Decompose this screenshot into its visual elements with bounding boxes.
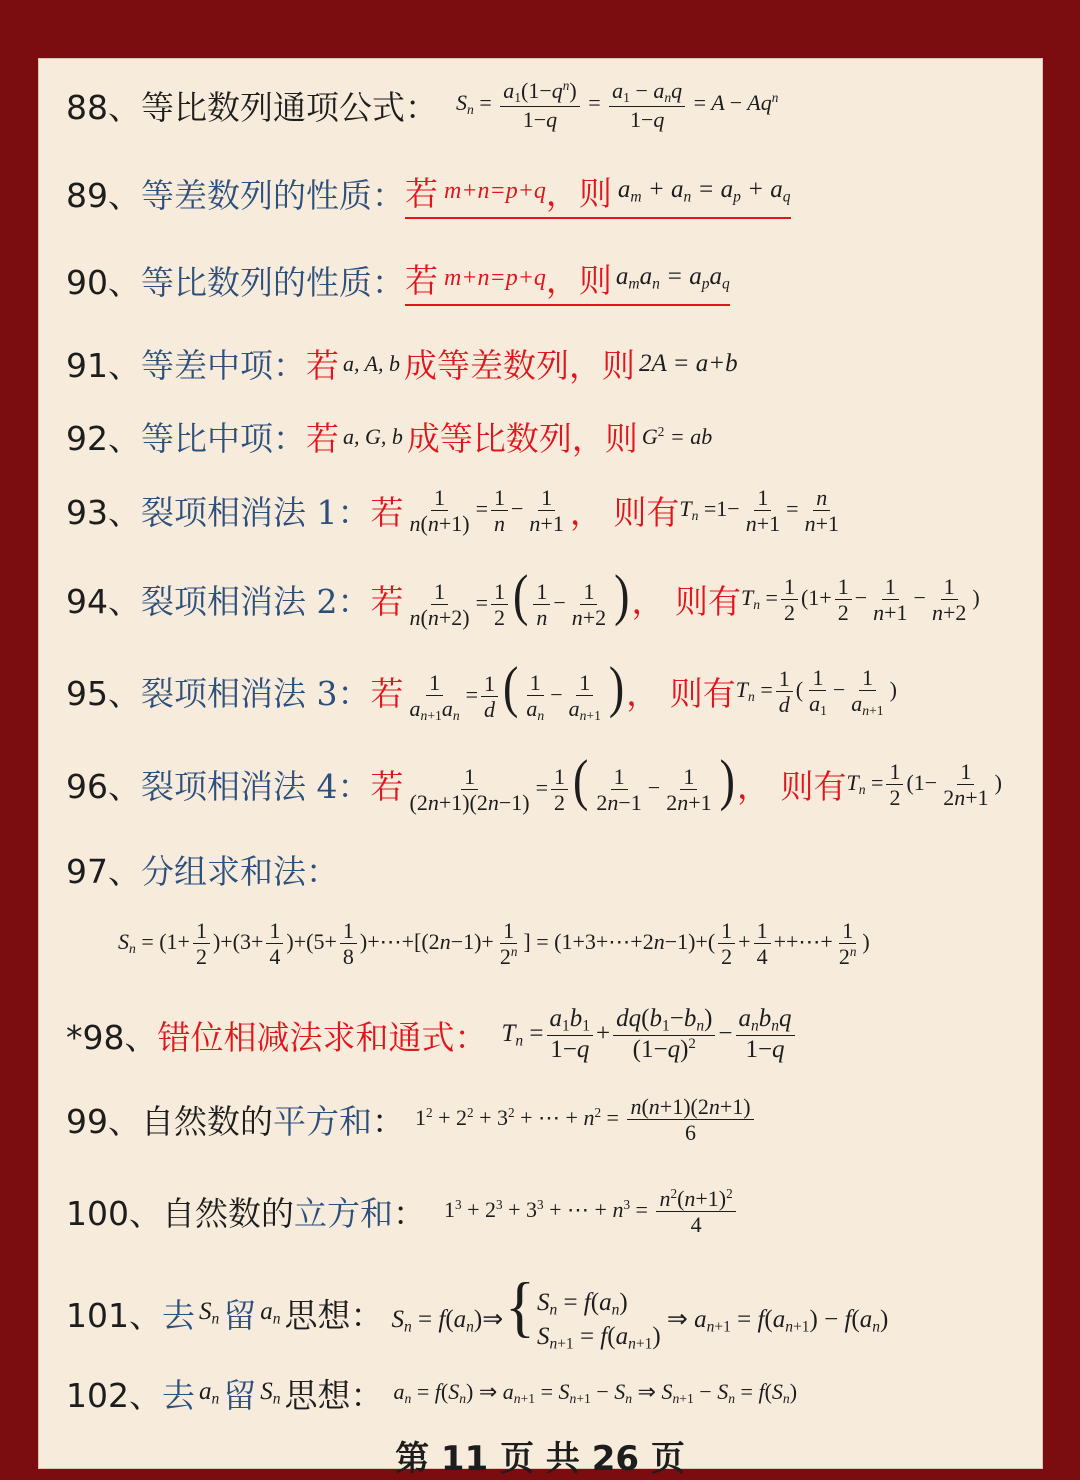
- title-symbol-s: $S_n$: [260, 1378, 281, 1408]
- item-title: 错位相减法求和通式：: [157, 1017, 488, 1057]
- item-number: 101、: [66, 1296, 162, 1336]
- formula-91: [66, 340, 738, 387]
- group-sum-formula: $S_n = (1+$ $\frac{1}{2}$ )+(3+ $\frac{1}{4}$ )+(5+ $\frac{1}{8}$ )+⋯+[(2n−1)+ $\frac{1}{2^n}$ ] = (1+3+⋯+2n−1)+( $\frac{1}{2}$ + $\frac{1}{4}$ ++⋯+ $\frac{1}{2^n}$ ): [118, 918, 870, 970]
- page-footer: 第 11 页 共 26 页: [395, 1439, 685, 1479]
- result-rest: = ab: [664, 423, 713, 449]
- title-symbol-a: $a_n$: [199, 1378, 220, 1408]
- condition: m+n=p+q: [444, 265, 546, 291]
- item-number: 102、: [66, 1376, 162, 1415]
- then-word: ， 则有: [736, 766, 847, 806]
- item-number: 92、: [66, 419, 141, 458]
- formula-97-heading: [66, 846, 339, 893]
- variables: a, G, b: [343, 423, 403, 449]
- then-word: ， 则有: [569, 493, 680, 533]
- item-title-part-a: 自然数的: [162, 1194, 294, 1234]
- item-title: 裂项相消法 3：: [141, 674, 371, 714]
- title-symbol-s: $S_n$: [199, 1298, 220, 1328]
- result-exponent: 2: [657, 423, 665, 439]
- eliminate-a-formula: $a_n = f(S_n)$ ⇒ $a_{n+1} = S_{n+1} - S_n$ ⇒ $S_{n+1} - S_n = f(S_n)$: [393, 1379, 798, 1407]
- sum-of-squares-formula: $1^2 + 2^2 + 3^2$ + ⋯ + $n^2$ = $\frac{n(n+1)(2n+1)}{6}$: [415, 1094, 757, 1146]
- telescoping-condition-1: $\frac{1}{n(n+1)}$ = $\frac{1}{n}$ − $\frac{1}{n+1}$: [409, 485, 564, 537]
- if-word: 若: [370, 674, 404, 714]
- dislocation-subtraction-formula: $T_n$ = $\frac{a_1b_1}{1-q}$ + $\frac{dq(b_1-b_n)}{(1-q)^2}$ − $\frac{a_nb_nq}{1-q}$: [502, 1005, 798, 1065]
- then-word: 则: [602, 346, 636, 385]
- sum-of-cubes-formula: $1^3 + 2^3 + 3^3$ + ⋯ + $n^3$ = $\frac{n^2(n+1)^2}{4}$: [444, 1186, 739, 1238]
- item-title-part-a: 自然数的: [141, 1102, 273, 1142]
- formula-98: [66, 1005, 798, 1065]
- then-word: 则: [604, 419, 638, 458]
- telescoping-result-2: $T_n$ = $\frac{1}{2}$ (1+ $\frac{1}{2}$ − $\frac{1}{n+1}$ − $\frac{1}{n+2}$ ): [740, 573, 980, 625]
- item-number: 97、: [66, 852, 141, 891]
- formula-89: [66, 168, 791, 219]
- comma: ，: [545, 261, 579, 300]
- formula-102: [66, 1370, 797, 1417]
- item-number: 90、: [66, 263, 141, 302]
- formula-93: [66, 485, 845, 537]
- if-word: 若: [306, 346, 339, 385]
- formula-95: [66, 654, 897, 724]
- telescoping-result-1: $T_n =1-$ $\frac{1}{n+1}$ = $\frac{n}{n+1}$: [679, 485, 839, 537]
- item-title: 等差中项：: [141, 346, 306, 385]
- item-title-part-a: 去: [162, 1376, 195, 1415]
- if-word: 若: [306, 419, 339, 458]
- item-number: 99、: [66, 1102, 141, 1142]
- formula-geometric-sum: $S_n$ = $\frac{a_1(1-q^n)}{1-q}$ = $\frac{a_1 - a_nq}{1-q}$ = $A - Aq^n$: [456, 78, 779, 132]
- variables: a, A, b: [343, 350, 401, 376]
- then-word: 则: [578, 261, 612, 300]
- geo-mean-result: [642, 424, 712, 450]
- eliminate-s-formula: $S_n$ = $f(a_n)\Rightarrow${ $S_n = f(a_n)$ $S_{n+1} = f(a_{n+1})$ ⇒ $a_{n+1} = f(a_{n+1}) - f(a_n)$: [391, 1269, 889, 1353]
- item-title-part-c: 思想：: [284, 1296, 384, 1336]
- item-number: *98、: [66, 1017, 158, 1057]
- middle-text: 成等差数列，: [404, 346, 603, 385]
- item-title: 裂项相消法 4：: [141, 766, 371, 806]
- property-statement: [405, 168, 791, 219]
- then-word: 则: [578, 174, 612, 213]
- item-number: 100、: [66, 1194, 162, 1234]
- item-number: 95、: [66, 674, 141, 714]
- formula-96: [66, 747, 1002, 816]
- telescoping-condition-3: $\frac{1}{a_{n+1}a_n}$ = $\frac{1}{d}$ ( $\frac{1}{a_n}$ − $\frac{1}{a_{n+1}}$ ): [409, 654, 625, 724]
- item-title-part-c: 思想：: [284, 1376, 384, 1415]
- item-number: 91、: [66, 346, 141, 385]
- telescoping-condition-2: $\frac{1}{n(n+2)}$ = $\frac{1}{2}$ ( $\frac{1}{n}$ − $\frac{1}{n+2}$ ): [409, 562, 630, 631]
- formula-100: [66, 1186, 739, 1238]
- condition: m+n=p+q: [444, 178, 546, 204]
- comma: ，: [545, 174, 579, 213]
- item-title: 等比数列的性质：: [141, 263, 405, 302]
- telescoping-condition-4: $\frac{1}{(2n+1)(2n-1)}$ = $\frac{1}{2}$ ( $\frac{1}{2n-1}$ − $\frac{1}{2n+1}$ ): [409, 747, 735, 816]
- geo-property-result: $a_ma_n = a_pa_q$: [615, 263, 730, 293]
- item-title: 等比中项：: [141, 419, 306, 458]
- telescoping-result-3: $T_n$ = $\frac{1}{d}$ ( $\frac{1}{a_1}$ − $\frac{1}{a_{n+1}}$ ): [735, 664, 897, 719]
- item-title-part-c: ：: [393, 1194, 426, 1234]
- item-title: 裂项相消法 2：: [141, 581, 371, 621]
- formula-90: [66, 255, 730, 306]
- formula-97-body: [118, 918, 870, 970]
- item-title-part-c: ：: [372, 1102, 405, 1142]
- result-base: G: [641, 423, 658, 449]
- arith-mean-result: 2A = a+b: [639, 349, 738, 377]
- property-statement: [405, 255, 730, 306]
- item-number: 89、: [66, 176, 141, 215]
- if-word: 若: [370, 581, 404, 621]
- arith-property-result: $a_m + a_n = a_p + a_q$: [617, 176, 791, 206]
- formula-88: [66, 78, 778, 132]
- item-title-part-b: 留: [223, 1296, 257, 1336]
- formula-101: [66, 1269, 889, 1355]
- formula-99: [66, 1094, 757, 1146]
- title-symbol-a: $a_n$: [260, 1298, 281, 1328]
- formula-92: [66, 413, 712, 460]
- item-number: 93、: [66, 493, 141, 533]
- telescoping-result-4: $T_n$ = $\frac{1}{2}$ (1− $\frac{1}{2n+1}$ ): [846, 758, 1002, 810]
- middle-text: 成等比数列，: [406, 419, 605, 458]
- if-word: 若: [405, 174, 438, 213]
- if-word: 若: [405, 261, 438, 300]
- item-number: 94、: [66, 581, 141, 621]
- item-title: 等比数列通项公式：: [141, 87, 438, 127]
- item-number: 96、: [66, 766, 141, 806]
- item-title: 裂项相消法 1：: [141, 493, 371, 533]
- item-title-part-a: 去: [162, 1296, 195, 1336]
- if-word: 若: [370, 493, 404, 533]
- if-word: 若: [370, 766, 404, 806]
- then-word: ， 则有: [626, 674, 736, 714]
- item-title-part-b: 留: [223, 1376, 257, 1415]
- item-title-part-b: 平方和: [273, 1102, 372, 1142]
- item-title-part-b: 立方和: [294, 1194, 393, 1234]
- item-title: 等差数列的性质：: [141, 176, 405, 215]
- formula-94: [66, 562, 980, 631]
- then-word: ， 则有: [631, 581, 741, 621]
- item-number: 88、: [66, 87, 141, 127]
- item-title: 分组求和法：: [141, 852, 339, 891]
